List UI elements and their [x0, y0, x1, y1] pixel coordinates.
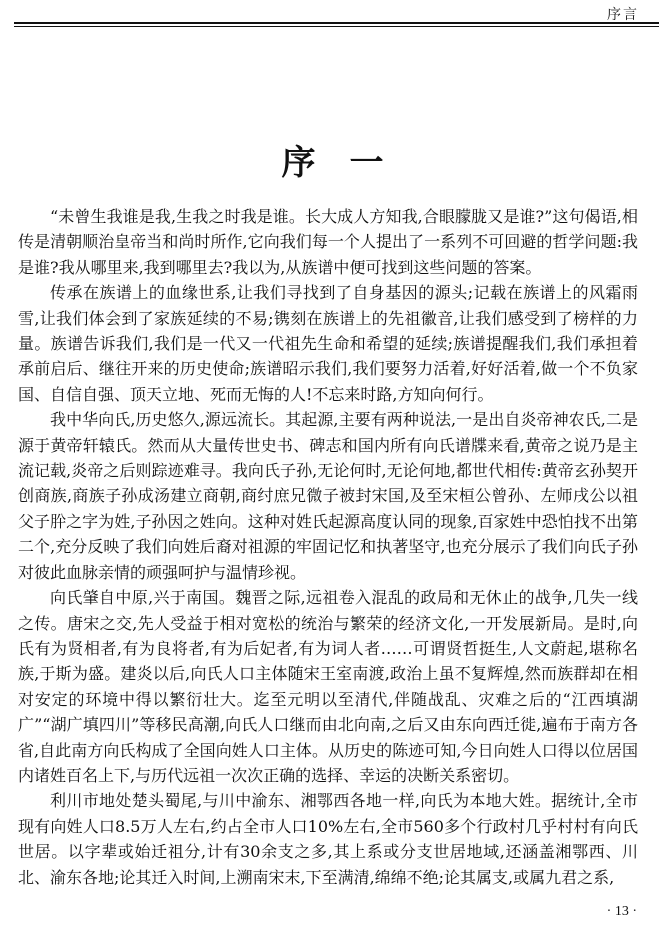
header-rule-thick	[14, 22, 659, 24]
paragraph-5: 利川市地处楚头蜀尾,与川中渝东、湘鄂西各地一样,向氏为本地大姓。据统计,全市现有向姓人口8.5万人左右,约占全市人口10%左右,全市560多个行政村几乎村村有向氏世居。以字辈或始迁祖分,计有30余支之多,其上系或分支世居地域,还涵盖湘鄂西、川北、渝东各地;论其迁入时间,上溯南宋末,下至满清,绵绵不绝;论其属支,或属九君之系,	[18, 791, 638, 887]
paragraph-2: 传承在族谱上的血缘世系,让我们寻找到了自身基因的源头;记载在族谱上的风霜雨雪,让我们体会到了家族延续的不易;镌刻在族谱上的先祖徽音,让我们感受到了榜样的力量。族谱告诉我们,我们是一代又一代祖先生命和希望的延续;族谱提醒我们,我们承担着承前启后、继往开来的历史使命;族谱昭示我们,我们要努力活着,好好活着,做一个不负家国、自信自强、顶天立地、死而无悔的人!不忘来时路,方知向何行。	[18, 283, 638, 404]
paragraph-3: 我中华向氏,历史悠久,源远流长。其起源,主要有两种说法,一是出自炎帝神农氏,二是源于黄帝轩辕氏。然而从大量传世史书、碑志和国内所有向氏谱牒来看,黄帝之说乃是主流记载,炎帝之后则踪迹难寻。我向氏子孙,无论何时,无论何地,都世代相传:黄帝玄孙契开创商族,商族子孙成汤建立商朝,商纣庶兄微子被封宋国,及至宋桓公曾孙、左师戌公以祖父子肸之字为姓,子孙因之姓向。这种对姓氏起源高度认同的现象,百家姓中恐怕找不出第二个,充分反映了我们向姓后裔对祖源的牢固记忆和执著坚守,也充分展示了我们向氏子孙对彼此血脉亲情的顽强呵护与温情珍视。	[18, 410, 638, 582]
body-text	[18, 204, 638, 890]
page-number: · 13 ·	[606, 904, 637, 919]
running-header	[0, 0, 665, 26]
running-header-title: 序言	[607, 7, 639, 23]
page-title: 序一	[281, 142, 418, 183]
paragraph-1: “未曾生我谁是我,生我之时我是谁。长大成人方知我,合眼朦胧又是谁?”这句偈语,相传是清朝顺治皇帝当和尚时所作,它向我们每一个人提出了一系列不可回避的哲学问题:我是谁?我从哪里来,我到哪里去?我以为,从族谱中便可找到这些问题的答案。	[18, 207, 638, 277]
header-rule-thin	[14, 26, 659, 27]
paragraph-4: 向氏肇自中原,兴于南国。魏晋之际,远祖卷入混乱的政局和无休止的战争,几失一线之传。唐宋之交,先人受益于相对宽松的统治与繁荣的经济文化,一开发展新局。是时,向氏有为贤相者,有为良将者,有为后妃者,有为词人者……可谓贤哲挺生,人文蔚起,堪称名族,于斯为盛。建炎以后,向氏人口主体随宋王室南渡,政治上虽不复辉煌,然而族群却在相对安定的环境中得以繁衍壮大。迄至元明以至清代,伴随战乱、灾难之后的“江西填湖广”“湖广填四川”等移民高潮,向氏人口继而由北向南,之后又由东向西迁徙,遍布于南方各省,自此南方向氏构成了全国向姓人口主体。从历史的陈迹可知,今日向姓人口得以位居国内诸姓百名上下,与历代远祖一次次正确的选择、幸运的决断关系密切。	[18, 588, 638, 785]
